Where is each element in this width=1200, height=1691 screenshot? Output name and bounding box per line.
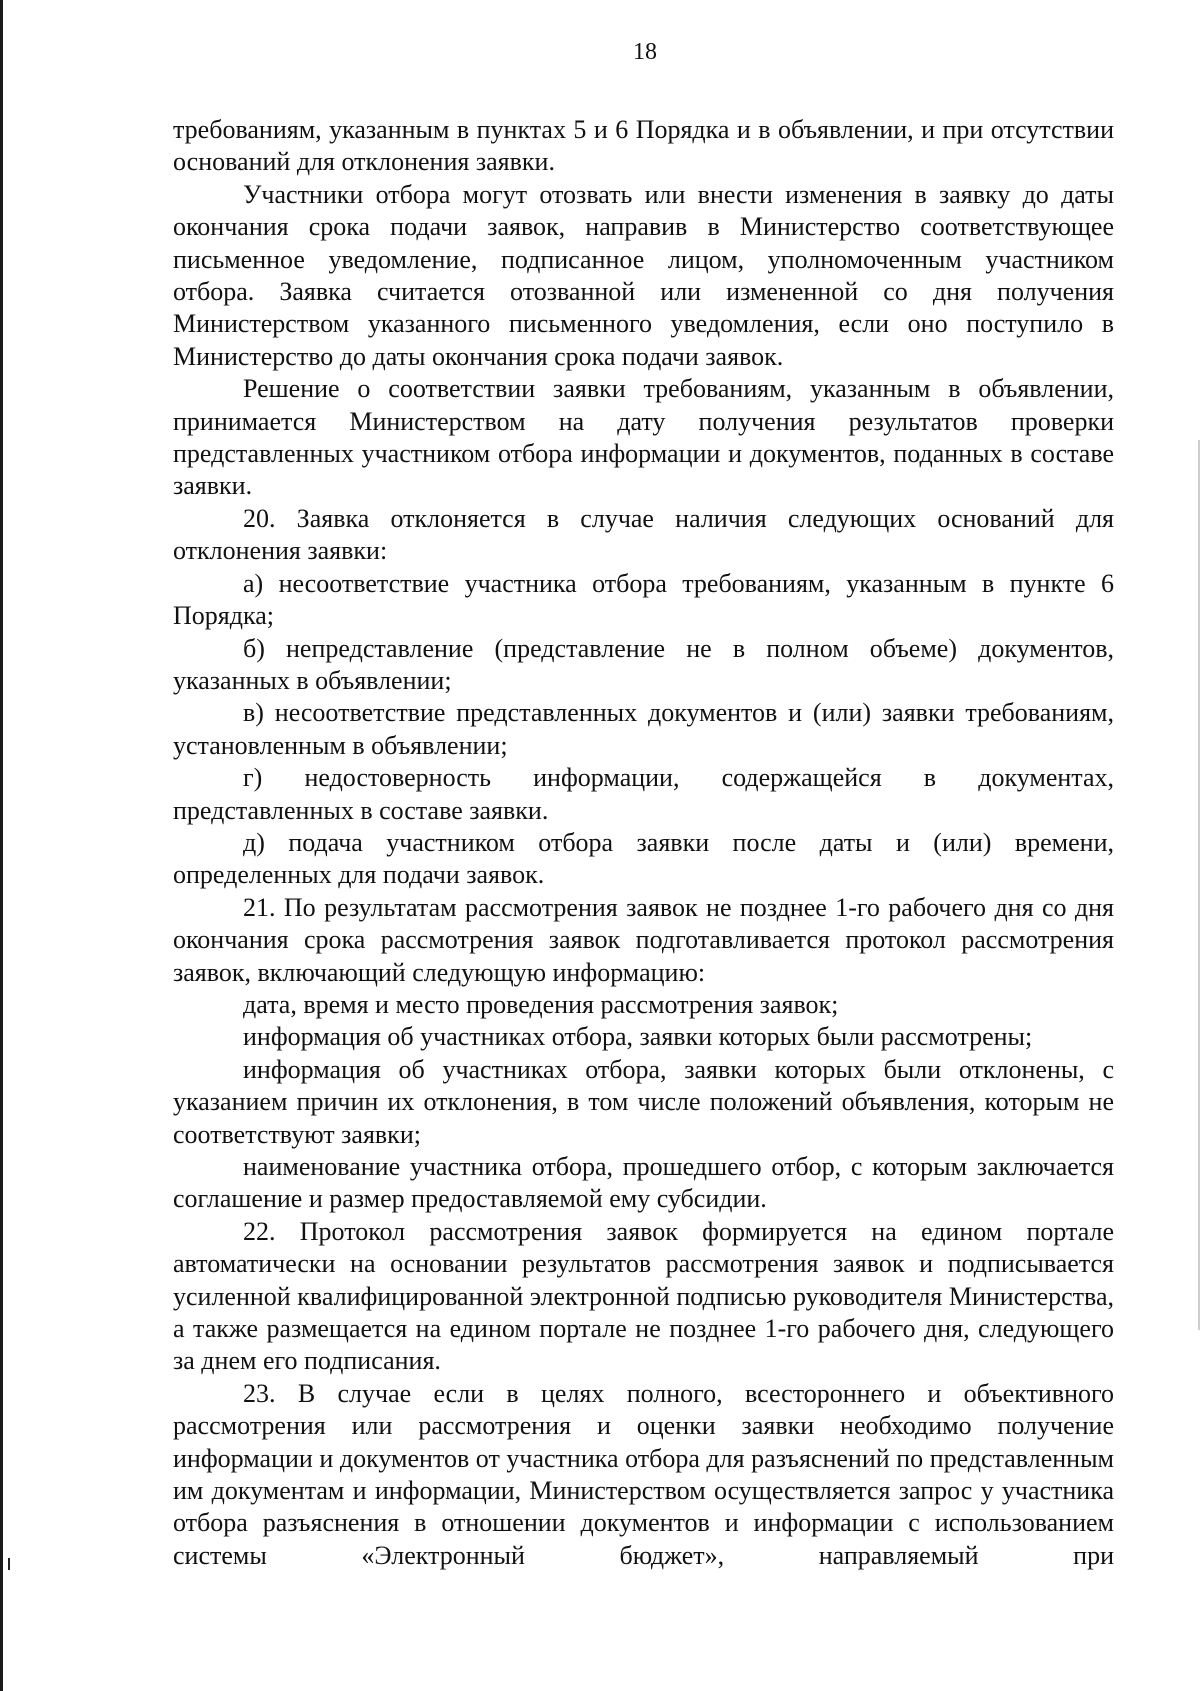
page-number: 18 <box>633 39 657 65</box>
paragraph-item-20-g: г) недостоверность информации, содержащейся в документах, представленных в составе заявки. <box>173 763 1114 825</box>
paragraph-item-20-d: д) подача участником отбора заявки после даты и (или) времени, определенных для подачи заявок. <box>173 827 1114 890</box>
paragraph-item-21-reviewed: информация об участниках отбора, заявки которых были рассмотрены; <box>243 1022 1033 1052</box>
paragraph-item-20-v: в) несоответствие представленных документов и (или) заявки требованиям, установленным в объявлении; <box>173 698 1114 760</box>
paragraph-item-22: 22. Протокол рассмотрения заявок формируется на едином портале автоматически на основании результатов рассмотрения заявок и подписывается усиленной квалифицированной электронной подписью руководителя Министерства, а также размещается на едином портале не позднее 1-го рабочего дня, следующего за днем его подписания. <box>173 1216 1114 1376</box>
paragraph-item-21: 21. По результатам рассмотрения заявок не позднее 1-го рабочего дня со дня окончания срока рассмотрения заявок подготавливается протокол рассмотрения заявок, включающий следующую информацию: <box>173 892 1114 987</box>
paragraph-item-23: 23. В случае если в целях полного, всестороннего и объективного рассмотрения или рассмотрения и оценки заявки необходимо получение информации и документов от участника отбора для разъяснений по представленным им документам и информации, Министерством осуществляется запрос у участника отбора разъяснения в отношении документов и информации с использованием системы «Электронный бюджет», направляемый при <box>173 1378 1114 1570</box>
paragraph-continuation: требованиям, указанным в пунктах 5 и 6 Порядка и в объявлении, и при отсутствии оснований для отклонения заявки. <box>173 115 1114 177</box>
paragraph-item-20-b: б) непредставление (представление не в полном объеме) документов, указанных в объявлении; <box>173 633 1114 695</box>
paragraph-withdrawal: Участники отбора могут отозвать или внести изменения в заявку до даты окончания срока подачи заявок, направив в Министерство соответствующее письменное уведомление, подписанное лицом, уполномоченным участником отбора. Заявка считается отозванной или измененной со дня получения Министерством указанного письменного уведомления, если оно поступило в Министерство до даты окончания срока подачи заявок. <box>173 179 1114 371</box>
paragraph-item-20: 20. Заявка отклоняется в случае наличия следующих оснований для отклонения заявки: <box>173 503 1114 566</box>
scan-mark <box>8 1558 10 1570</box>
document-body <box>173 114 1114 1572</box>
paragraph-compliance-decision: Решение о соответствии заявки требованиям, указанным в объявлении, принимается Министерством на дату получения результатов проверки представленных участником отбора информации и документов, поданных в составе заявки. <box>173 374 1114 501</box>
paragraph-item-21-date: дата, время и место проведения рассмотрения заявок; <box>243 989 839 1019</box>
paragraph-item-21-rejected: информация об участниках отбора, заявки которых были отклонены, с указанием причин их отклонения, в том числе положений объявления, которым не соответствуют заявки; <box>173 1054 1114 1149</box>
paragraph-item-21-winner: наименование участника отбора, прошедшего отбор, с которым заключается соглашение и размер предоставляемой ему субсидии. <box>173 1152 1114 1214</box>
scan-edge-left <box>0 0 3 1691</box>
paragraph-item-20-a: а) несоответствие участника отбора требованиям, указанным в пункте 6 Порядка; <box>173 568 1114 631</box>
